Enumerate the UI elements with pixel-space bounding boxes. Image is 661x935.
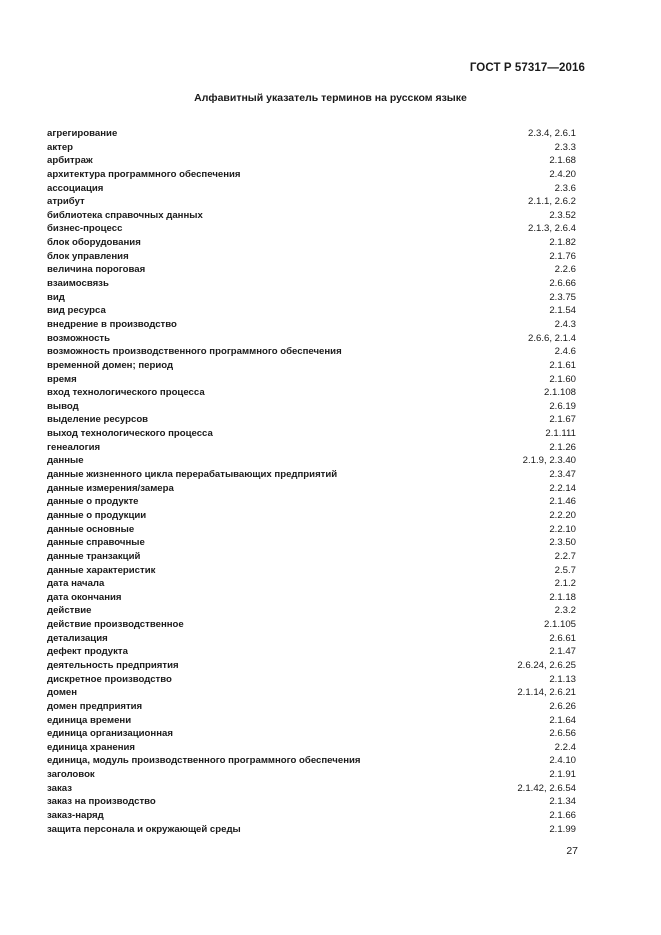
index-reference: 2.3.6 [554, 182, 576, 194]
index-term: единица хранения [47, 741, 135, 753]
index-term: данные справочные [47, 537, 145, 549]
index-term: дискретное производство [47, 673, 172, 685]
index-reference: 2.4.3 [554, 318, 576, 330]
document-code: ГОСТ Р 57317—2016 [469, 62, 585, 74]
index-entry [47, 673, 576, 687]
index-entry [47, 250, 576, 264]
index-term: выделение ресурсов [47, 414, 149, 426]
index-term: заказ на производство [47, 796, 156, 808]
index-reference: 2.1.3, 2.6.4 [527, 223, 576, 235]
index-entry [47, 468, 576, 482]
index-entry [47, 154, 576, 168]
index-term: архитектура программного обеспечения [47, 168, 241, 180]
index-term: данные о продукте [47, 496, 139, 508]
index-entry [47, 291, 576, 305]
index-term: домен предприятия [47, 700, 143, 712]
index-entry [47, 400, 576, 414]
index-entry [47, 618, 576, 632]
index-reference: 2.6.56 [549, 728, 576, 740]
index-term: данные измерения/замера [47, 482, 174, 494]
index-entry [47, 564, 576, 578]
index-reference: 2.2.14 [549, 482, 576, 494]
index-term: дата начала [47, 578, 105, 590]
index-entry [47, 509, 576, 523]
index-entry [47, 277, 576, 291]
index-reference: 2.3.75 [549, 291, 576, 303]
index-entry [47, 632, 576, 646]
index-term: данные транзакций [47, 550, 141, 562]
index-reference: 2.4.10 [549, 755, 576, 767]
index-entry [47, 577, 576, 591]
index-entry [47, 823, 576, 837]
index-reference: 2.1.60 [549, 373, 576, 385]
index-reference: 2.3.47 [549, 469, 576, 481]
index-reference: 2.1.111 [545, 428, 576, 440]
index-term: деятельность предприятия [47, 659, 179, 671]
index-term: данные основные [47, 523, 135, 535]
index-reference: 2.1.54 [549, 305, 576, 317]
index-entry [47, 427, 576, 441]
index-entry [47, 236, 576, 250]
index-reference: 2.3.52 [549, 209, 576, 221]
index-term: заказ [47, 782, 73, 794]
index-term: актер [47, 141, 74, 153]
index-entry [47, 686, 576, 700]
index-entry [47, 795, 576, 809]
index-reference: 2.6.19 [549, 400, 576, 412]
index-entry [47, 441, 576, 455]
index-term: возможность производственного программного обеспечения [47, 346, 342, 358]
index-term: детализация [47, 632, 108, 644]
index-reference: 2.1.67 [549, 414, 576, 426]
index-term: возможность [47, 332, 111, 344]
index-reference: 2.1.82 [549, 237, 576, 249]
index-entry [47, 495, 576, 509]
index-entry [47, 482, 576, 496]
index-reference: 2.4.6 [554, 346, 576, 358]
index-term: действие производственное [47, 619, 184, 631]
index-entry [47, 700, 576, 714]
index-term: домен [47, 687, 78, 699]
index-entry [47, 550, 576, 564]
index-reference: 2.2.6 [554, 264, 576, 276]
index-reference: 2.4.20 [549, 168, 576, 180]
index-reference: 2.3.3 [554, 141, 576, 153]
index-entry [47, 741, 576, 755]
index-reference: 2.1.18 [549, 591, 576, 603]
index-reference: 2.3.50 [549, 537, 576, 549]
index-reference: 2.1.9, 2.3.40 [522, 455, 576, 467]
index-reference: 2.1.2 [554, 578, 576, 590]
index-term: заголовок [47, 769, 95, 781]
index-term: величина пороговая [47, 264, 146, 276]
index-reference: 2.1.99 [549, 823, 576, 835]
index-term: атрибут [47, 196, 85, 208]
index-reference: 2.1.91 [549, 769, 576, 781]
index-entry [47, 591, 576, 605]
index-reference: 2.6.6, 2.1.4 [527, 332, 576, 344]
index-term: вход технологического процесса [47, 387, 205, 399]
index-reference: 2.5.7 [554, 564, 576, 576]
index-entry [47, 536, 576, 550]
index-reference: 2.2.4 [554, 741, 576, 753]
index-entry [47, 263, 576, 277]
index-term: взаимосвязь [47, 278, 109, 290]
index-reference: 2.1.14, 2.6.21 [517, 687, 576, 699]
index-reference: 2.2.20 [549, 509, 576, 521]
index-entry [47, 714, 576, 728]
index-term: данные характеристик [47, 564, 156, 576]
index-reference: 2.6.61 [549, 632, 576, 644]
index-term: единица, модуль производственного программного обеспечения [47, 755, 361, 767]
index-term: данные [47, 455, 84, 467]
index-term: заказ-наряд [47, 810, 104, 822]
index-reference: 2.3.4, 2.6.1 [527, 128, 576, 139]
index-entry [47, 645, 576, 659]
index-entry [47, 809, 576, 823]
index-term: выход технологического процесса [47, 428, 213, 440]
index-term: данные о продукции [47, 509, 147, 521]
index-term: защита персонала и окружающей среды [47, 823, 241, 835]
index-entry [47, 454, 576, 468]
index-term: ассоциация [47, 182, 104, 194]
index-entry [47, 604, 576, 618]
index-entry [47, 168, 576, 182]
index-entry [47, 754, 576, 768]
index-entry [47, 768, 576, 782]
index-term: данные жизненного цикла перерабатывающих предприятий [47, 469, 338, 481]
index-term: библиотека справочных данных [47, 209, 203, 221]
index-entry [47, 782, 576, 796]
index-reference: 2.6.66 [549, 278, 576, 290]
index-reference: 2.6.26 [549, 700, 576, 712]
index-reference: 2.1.76 [549, 250, 576, 262]
index-reference: 2.1.1, 2.6.2 [527, 196, 576, 208]
index-entry [47, 222, 576, 236]
index-term: вид ресурса [47, 305, 106, 317]
index-term: дефект продукта [47, 646, 128, 658]
index-entry [47, 141, 576, 155]
index-term: агрегирование [47, 128, 118, 139]
index-entry [47, 209, 576, 223]
index-entry [47, 359, 576, 373]
index-entry [47, 523, 576, 537]
index-title: Алфавитный указатель терминов на русском языке [194, 92, 467, 104]
index-entry [47, 182, 576, 196]
index-reference: 2.1.46 [549, 496, 576, 508]
index-reference: 2.1.26 [549, 441, 576, 453]
index-term: дата окончания [47, 591, 122, 603]
index-reference: 2.2.10 [549, 523, 576, 535]
index-term: блок оборудования [47, 237, 141, 249]
index-reference: 2.1.61 [549, 359, 576, 371]
index-term: время [47, 373, 77, 385]
index-reference: 2.1.64 [549, 714, 576, 726]
index-term: внедрение в производство [47, 318, 177, 330]
index-term: вывод [47, 400, 79, 412]
index-reference: 2.1.66 [549, 810, 576, 822]
index-entry [47, 727, 576, 741]
index-entry [47, 345, 576, 359]
index-term: единица времени [47, 714, 132, 726]
index-reference: 2.1.47 [549, 646, 576, 658]
index-term: генеалогия [47, 441, 101, 453]
index-entry [47, 332, 576, 346]
index-reference: 2.1.105 [543, 619, 576, 631]
index-entry [47, 659, 576, 673]
index-term: бизнес-процесс [47, 223, 123, 235]
index-entry [47, 386, 576, 400]
index-entry [47, 318, 576, 332]
index-reference: 2.2.7 [554, 550, 576, 562]
index-reference: 2.1.108 [543, 387, 576, 399]
index-term: единица организационная [47, 728, 173, 740]
index-term: арбитраж [47, 155, 93, 167]
index-entry [47, 373, 576, 387]
index-term: временной домен; период [47, 359, 174, 371]
index-entry [47, 127, 576, 141]
index-entry [47, 195, 576, 209]
index-term: блок управления [47, 250, 129, 262]
index-reference: 2.1.68 [549, 155, 576, 167]
index-reference: 2.1.42, 2.6.54 [517, 782, 576, 794]
term-index-list [47, 127, 576, 836]
index-reference: 2.6.24, 2.6.25 [517, 659, 576, 671]
index-reference: 2.3.2 [554, 605, 576, 617]
index-term: вид [47, 291, 65, 303]
page-number: 27 [566, 845, 578, 857]
index-reference: 2.1.13 [549, 673, 576, 685]
index-entry [47, 413, 576, 427]
index-entry [47, 304, 576, 318]
index-reference: 2.1.34 [549, 796, 576, 808]
index-term: действие [47, 605, 92, 617]
